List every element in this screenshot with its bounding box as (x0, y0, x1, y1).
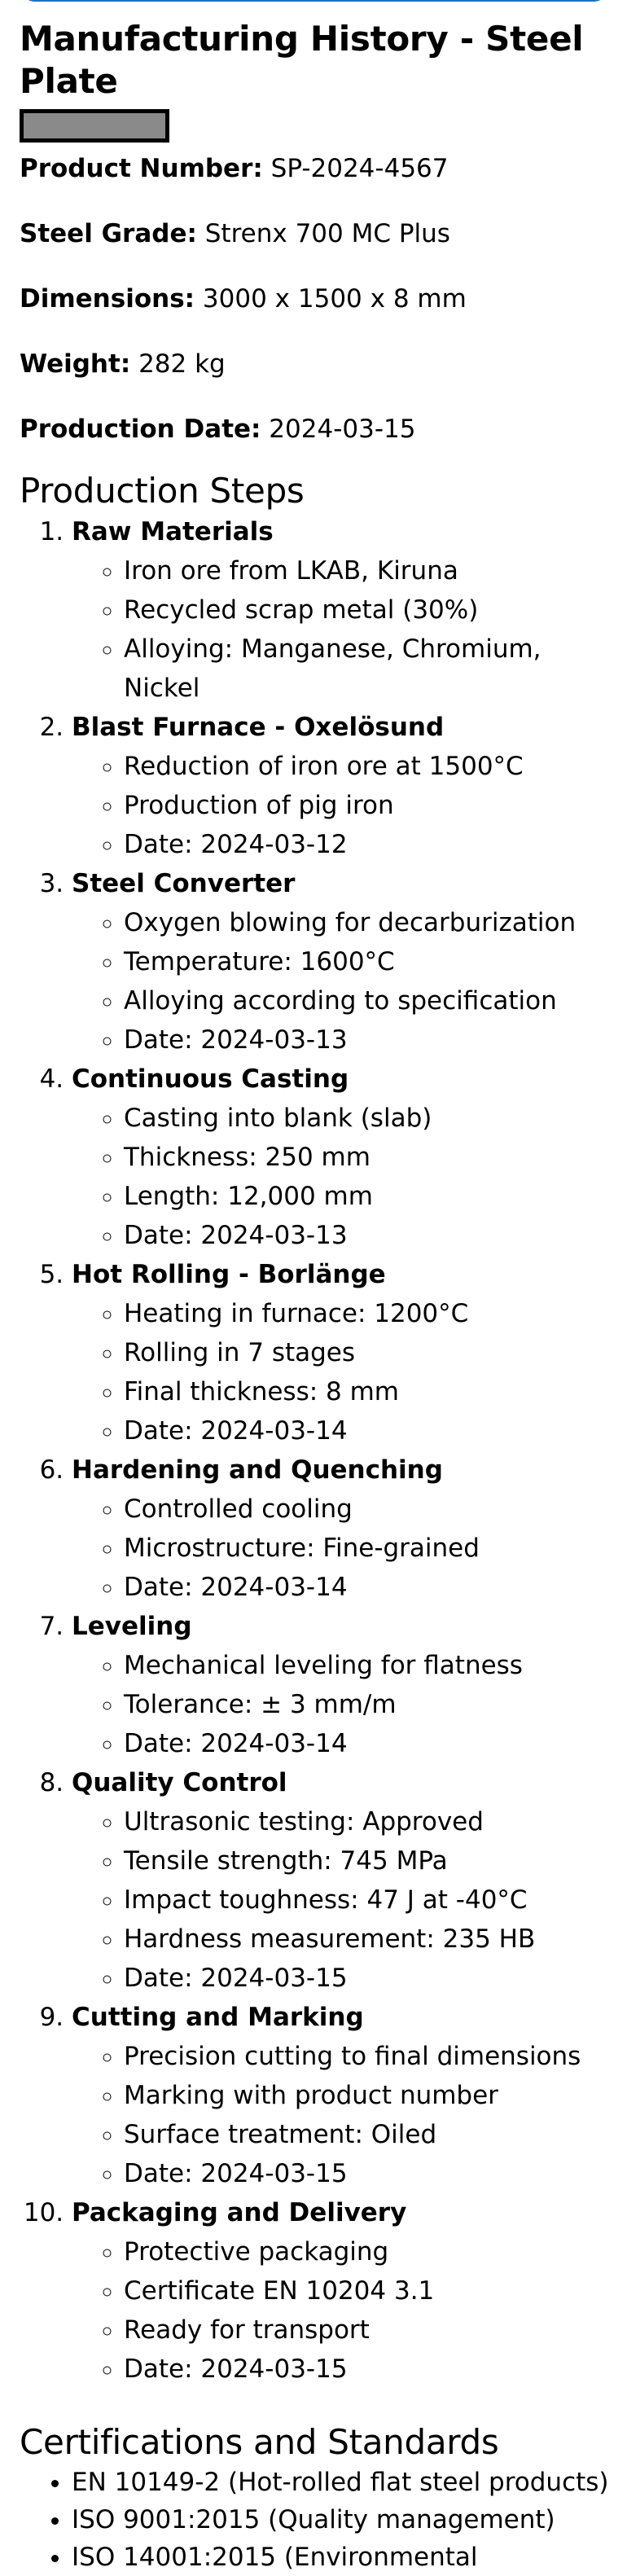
step-details-list (72, 1646, 622, 1763)
step-details-list (72, 903, 622, 1060)
product-info-line (20, 217, 622, 250)
step-detail: ◦ Ready for transport (124, 2311, 622, 2350)
product-info (20, 152, 622, 445)
step-title: Leveling (72, 1612, 192, 1641)
page-title: Manufacturing History - Steel Plate (20, 19, 584, 101)
step-detail: ◦ Recycled scrap metal (30%) (124, 590, 622, 630)
step-detail: ◦ Alloying according to specification (124, 981, 622, 1020)
production-step (72, 2193, 622, 2389)
step-detail: ◦ Date: 2024-03-15 (124, 2350, 622, 2389)
production-step (72, 1450, 622, 1607)
product-info-label: Production Date: (20, 415, 261, 444)
step-detail: ◦ Production of pig iron (124, 786, 622, 825)
certification-item: • ISO 14001:2015 (Environmental (72, 2539, 622, 2576)
product-info-value: Strenx 700 MC Plus (204, 219, 450, 248)
step-detail: ◦ Ultrasonic testing: Approved (124, 1802, 622, 1841)
production-step (72, 1763, 622, 1998)
step-detail: ◦ Heating in furnace: 1200°C (124, 1294, 622, 1333)
redacted-block (20, 109, 169, 143)
certifications-heading: Certifications and Standards (20, 2422, 499, 2462)
step-title: Blast Furnace - Oxelösund (72, 713, 445, 742)
step-detail: ◦ Mechanical leveling for flatness (124, 1646, 622, 1685)
step-title: Steel Converter (72, 869, 296, 898)
step-details-list (72, 1294, 622, 1450)
certifications-list (20, 2464, 622, 2576)
step-title: Raw Materials (72, 517, 274, 546)
steps-heading: Production Steps (20, 471, 305, 511)
step-details-list (72, 1099, 622, 1255)
step-detail: ◦ Date: 2024-03-14 (124, 1568, 622, 1607)
product-info-label: Product Number: (20, 154, 263, 183)
step-detail: ◦ Rolling in 7 stages (124, 1333, 622, 1372)
production-step (72, 864, 622, 1060)
step-detail: ◦ Casting into blank (slab) (124, 1099, 622, 1138)
product-info-label: Weight: (20, 349, 131, 379)
step-title: Quality Control (72, 1768, 287, 1797)
product-info-value: 2024-03-15 (269, 415, 416, 444)
step-detail: ◦ Date: 2024-03-15 (124, 1959, 622, 1998)
product-info-line (20, 283, 622, 315)
step-detail: ◦ Date: 2024-03-14 (124, 1724, 622, 1763)
step-title: Hardening and Quenching (72, 1455, 443, 1485)
step-title: Cutting and Marking (72, 2003, 364, 2032)
step-title: Hot Rolling - Borlänge (72, 1260, 386, 1289)
step-detail: ◦ Date: 2024-03-14 (124, 1411, 622, 1450)
step-details-list (72, 551, 622, 708)
product-info-value: 3000 x 1500 x 8 mm (202, 284, 467, 314)
step-details-list (72, 2037, 622, 2193)
product-info-value: SP-2024-4567 (270, 154, 449, 183)
step-detail: ◦ Tensile strength: 745 MPa (124, 1841, 622, 1880)
step-details-list (72, 1802, 622, 1998)
step-detail: ◦ Thickness: 250 mm (124, 1138, 622, 1177)
production-step (72, 1998, 622, 2193)
step-detail: ◦ Oxygen blowing for decarburization (124, 903, 622, 942)
product-info-line (20, 152, 622, 185)
step-detail: ◦ Length: 12,000 mm (124, 1177, 622, 1216)
step-detail: ◦ Hardness measurement: 235 HB (124, 1920, 622, 1959)
step-detail: ◦ Marking with product number (124, 2076, 622, 2115)
top-accent-bar (23, 0, 606, 2)
certification-item: • EN 10149-2 (Hot-rolled flat steel products) (72, 2464, 622, 2501)
step-title: Continuous Casting (72, 1064, 349, 1094)
step-details-list (72, 1490, 622, 1607)
step-detail: ◦ Date: 2024-03-15 (124, 2154, 622, 2193)
product-info-label: Steel Grade: (20, 219, 197, 248)
step-detail: ◦ Alloying: Manganese, Chromium, Nickel (124, 630, 622, 708)
step-detail: ◦ Certificate EN 10204 3.1 (124, 2271, 622, 2311)
production-step (72, 708, 622, 864)
step-detail: ◦ Precision cutting to final dimensions (124, 2037, 622, 2076)
step-details-list (72, 2232, 622, 2389)
product-info-value: 282 kg (138, 349, 226, 379)
step-details-list (72, 747, 622, 864)
step-detail: ◦ Controlled cooling (124, 1490, 622, 1529)
step-detail: ◦ Microstructure: Fine-grained (124, 1529, 622, 1568)
step-detail: ◦ Date: 2024-03-13 (124, 1216, 622, 1255)
step-detail: ◦ Surface treatment: Oiled (124, 2115, 622, 2154)
step-detail: ◦ Date: 2024-03-13 (124, 1020, 622, 1060)
document-content (20, 18, 622, 2576)
production-step (72, 1060, 622, 1255)
production-step (72, 1255, 622, 1450)
product-info-line (20, 413, 622, 445)
step-detail: ◦ Date: 2024-03-12 (124, 825, 622, 864)
product-info-label: Dimensions: (20, 284, 195, 314)
production-step (72, 1607, 622, 1763)
step-detail: ◦ Reduction of iron ore at 1500°C (124, 747, 622, 786)
step-detail: ◦ Temperature: 1600°C (124, 942, 622, 981)
step-detail: ◦ Tolerance: ± 3 mm/m (124, 1685, 622, 1724)
step-detail: ◦ Protective packaging (124, 2232, 622, 2271)
product-info-line (20, 348, 622, 380)
step-detail: ◦ Iron ore from LKAB, Kiruna (124, 551, 622, 590)
production-steps-list (20, 512, 622, 2389)
certification-item: • ISO 9001:2015 (Quality management) (72, 2501, 622, 2539)
step-title: Packaging and Delivery (72, 2198, 407, 2227)
production-step (72, 512, 622, 708)
step-detail: ◦ Impact toughness: 47 J at -40°C (124, 1880, 622, 1920)
step-detail: ◦ Final thickness: 8 mm (124, 1372, 622, 1411)
